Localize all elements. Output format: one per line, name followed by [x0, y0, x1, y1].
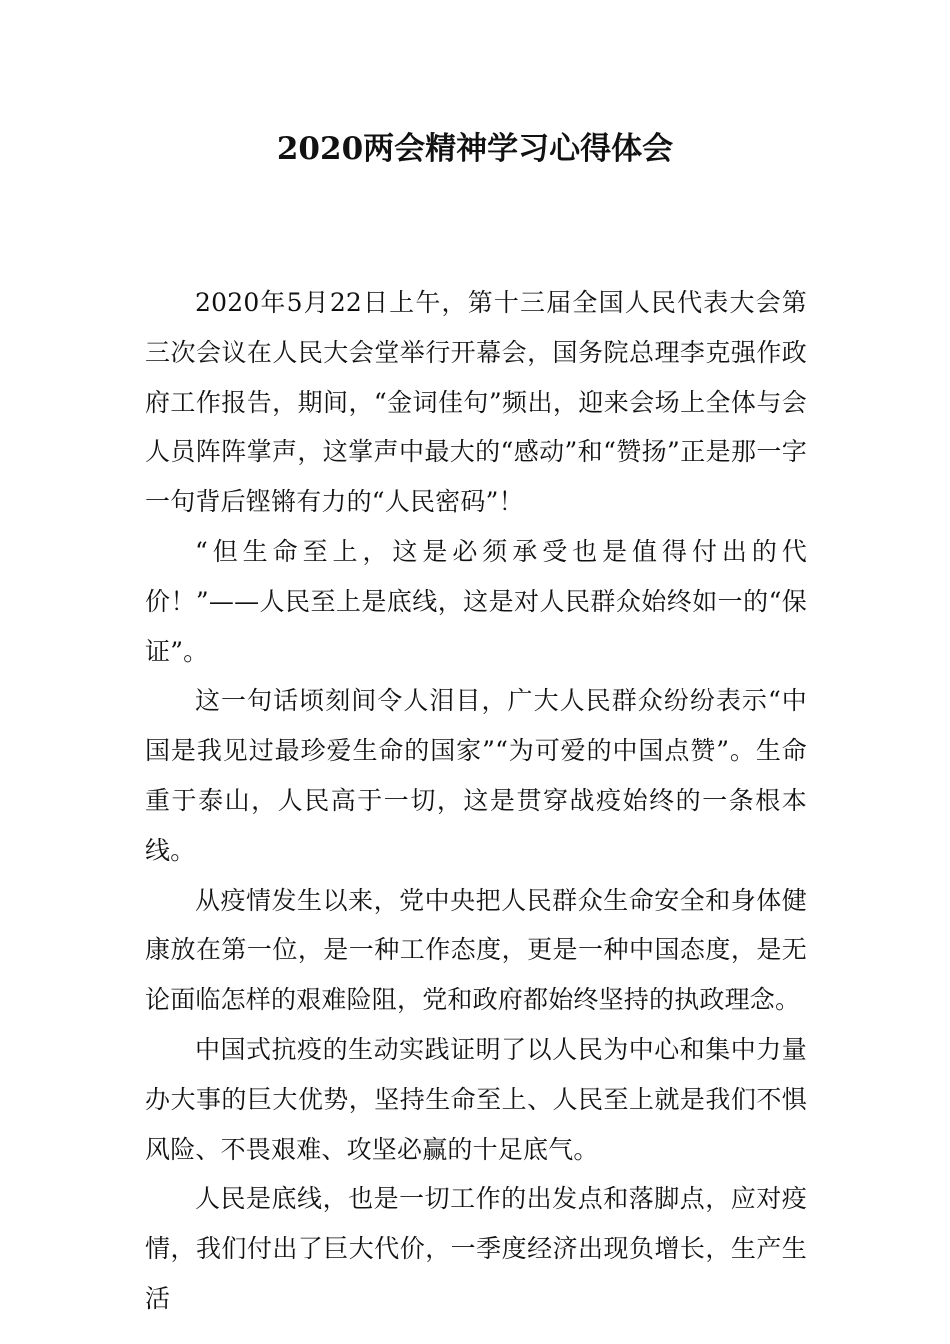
paragraph-4: 从疫情发生以来，党中央把人民群众生命安全和身体健康放在第一位，是一种工作态度，更是一种中国态度，是无论面临怎样的艰难险阻，党和政府都始终坚持的执政理念。: [145, 885, 807, 1015]
document-title: 2020两会精神学习心得体会: [276, 131, 674, 167]
paragraph-3: 这一句话顷刻间令人泪目，广大人民群众纷纷表示“中国是我见过最珍爱生命的国家”“为可爱的中国点赞”。生命重于泰山，人民高于一切，这是贯穿战疫始终的一条根本线。: [145, 686, 807, 865]
paragraph-5: 中国式抗疫的生动实践证明了以人民为中心和集中力量办大事的巨大优势，坚持生命至上、人民至上就是我们不惧风险、不畏艰难、攻坚必赢的十足底气。: [145, 1034, 807, 1164]
paragraph-2: “但生命至上，这是必须承受也是值得付出的代价！”——人民至上是底线，这是对人民群众始终如一的“保证”。: [145, 536, 807, 666]
document-body: [145, 278, 807, 1324]
paragraph-6: 人民是底线，也是一切工作的出发点和落脚点，应对疫情，我们付出了巨大代价，一季度经济出现负增长，生产生活: [145, 1184, 807, 1313]
paragraph-1: 2020年5月22日上午，第十三届全国人民代表大会第三次会议在人民大会堂举行开幕会，国务院总理李克强作政府工作报告，期间，“金词佳句”频出，迎来会场上全体与会人员阵阵掌声，这掌声中最大的“感动”和“赞扬”正是那一字一句背后铿锵有力的“人民密码”！: [145, 288, 807, 517]
